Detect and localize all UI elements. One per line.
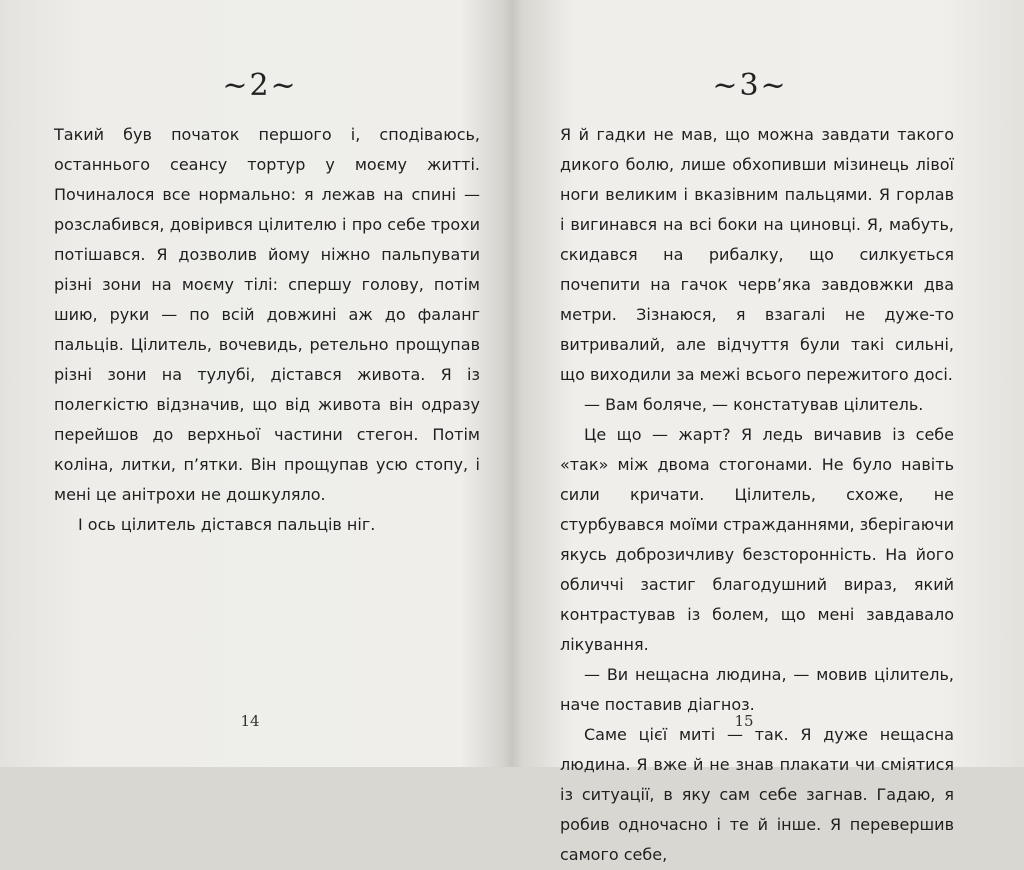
left-page [30,0,490,767]
page-number: 15 [734,712,754,730]
chapter-number: ~3~ [712,68,788,103]
paragraph: — Ви нещасна людина, — мовив цілитель, наче поставив діагноз. [560,665,954,714]
right-page [540,0,960,864]
paragraph: Я й гадки не мав, що можна завдати такого дикого болю, лише обхопивши мізинець лівої ноги великим і вказівним пальцями. Я горлав і вигинався на всі боки на циновці. Я, мабуть, скидався на рибалку, що силкується почепити на гачок черв’яка завдовжки два метри. Зізнаюся, я взагалі не дуже-то витривалий, але відчуття були такі сильні, що виходили за межі всього пережитого досі. [560,125,954,384]
paragraph: І ось цілитель дістався пальців ніг. [78,515,376,534]
page-text [54,120,480,540]
page-number: 14 [240,712,260,730]
paragraph: — Вам боляче, — констатував цілитель. [584,395,924,414]
paragraph: Це що — жарт? Я ледь вичавив із себе «так» між двома стогонами. Не було навіть сили кричати. Цілитель, схоже, не стурбувався моїми стражданнями, зберігаючи якусь доброзичливу безсторонність. На його обличчі застиг благодушний вираз, який контрастував із болем, що мені завдавало лікування. [560,425,955,654]
chapter-number: ~2~ [222,68,298,103]
page-text [560,120,954,870]
paragraph: Саме цієї миті — так. Я дуже нещасна людина. Я вже й не знав плакати чи сміятися із ситуації, в яку сам себе загнав. Гадаю, я робив одночасно і те й інше. Я перевершив самого себе, [560,725,954,864]
paragraph: Такий був початок першого і, сподіваюсь, останнього сеансу тортур у моєму житті. Починалося все нормально: я лежав на спині — розслабився, довірився цілителю і про себе трохи потішався. Я дозволив йому ніжно пальпувати різні зони на моєму тілі: спершу голову, потім шию, руки — по всій довжині аж до фаланг пальців. Цілитель, вочевидь, ретельно прощупав різні зони на тулубі, дістався живота. Я із полегкістю відзначив, що від живота він одразу перейшов до верхньої частини стегон. Потім коліна, литки, п’ятки. Він прощупав усю стопу, і мені це анітрохи не дошкуляло. [54,125,480,504]
